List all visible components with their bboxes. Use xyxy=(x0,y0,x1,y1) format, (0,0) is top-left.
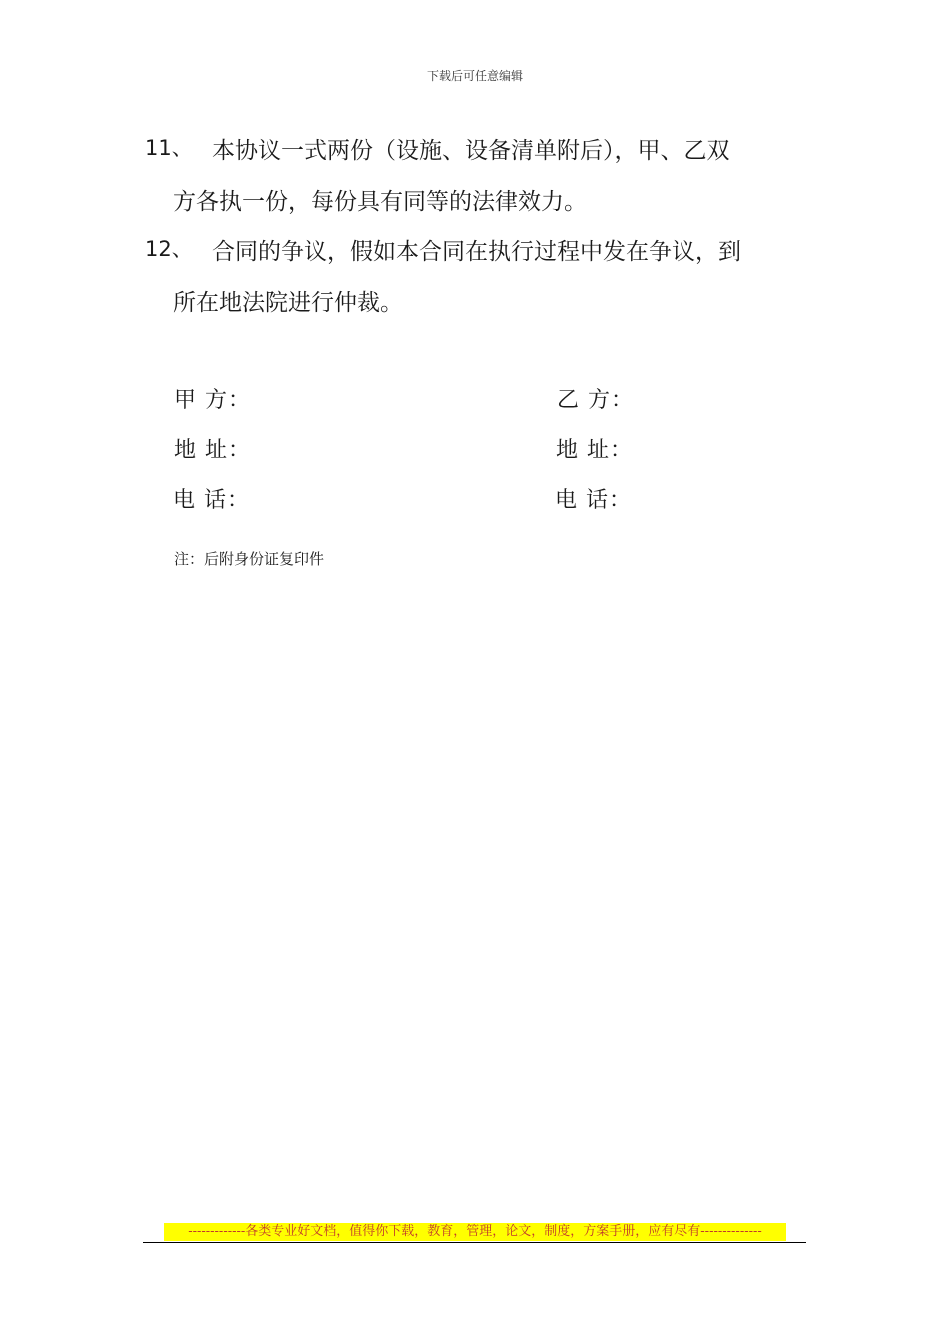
footer-banner: -------------各类专业好文档，值得你下载，教育，管理，论文，制度，方案手册，应有尽有-------------- xyxy=(164,1223,786,1241)
party-a-phone-label: 电 话： xyxy=(173,488,250,513)
clause-number: 12、 xyxy=(145,237,193,261)
party-a-name-label: 甲 方： xyxy=(174,388,251,413)
footer-divider xyxy=(143,1242,806,1243)
party-b-name-label: 乙 方： xyxy=(557,388,634,413)
party-b-address-label: 地 址： xyxy=(556,438,633,463)
clause-text-line-1: 合同的争议，假如本合同在执行过程中发在争议，到 xyxy=(212,239,741,265)
party-a-address-label: 地 址： xyxy=(174,438,251,463)
clause-text-line-2: 所在地法院进行仲裁。 xyxy=(173,290,403,316)
page-header: 下载后可任意编辑 xyxy=(426,69,523,83)
clause-text-line-2: 方各执一份，每份具有同等的法律效力。 xyxy=(173,189,587,215)
note: 注：后附身份证复印件 xyxy=(174,550,325,568)
party-b-phone-label: 电 话： xyxy=(555,488,632,513)
clause-number: 11、 xyxy=(145,136,193,160)
clause-text-line-1: 本协议一式两份（设施、设备清单附后），甲、乙双 xyxy=(212,138,730,164)
